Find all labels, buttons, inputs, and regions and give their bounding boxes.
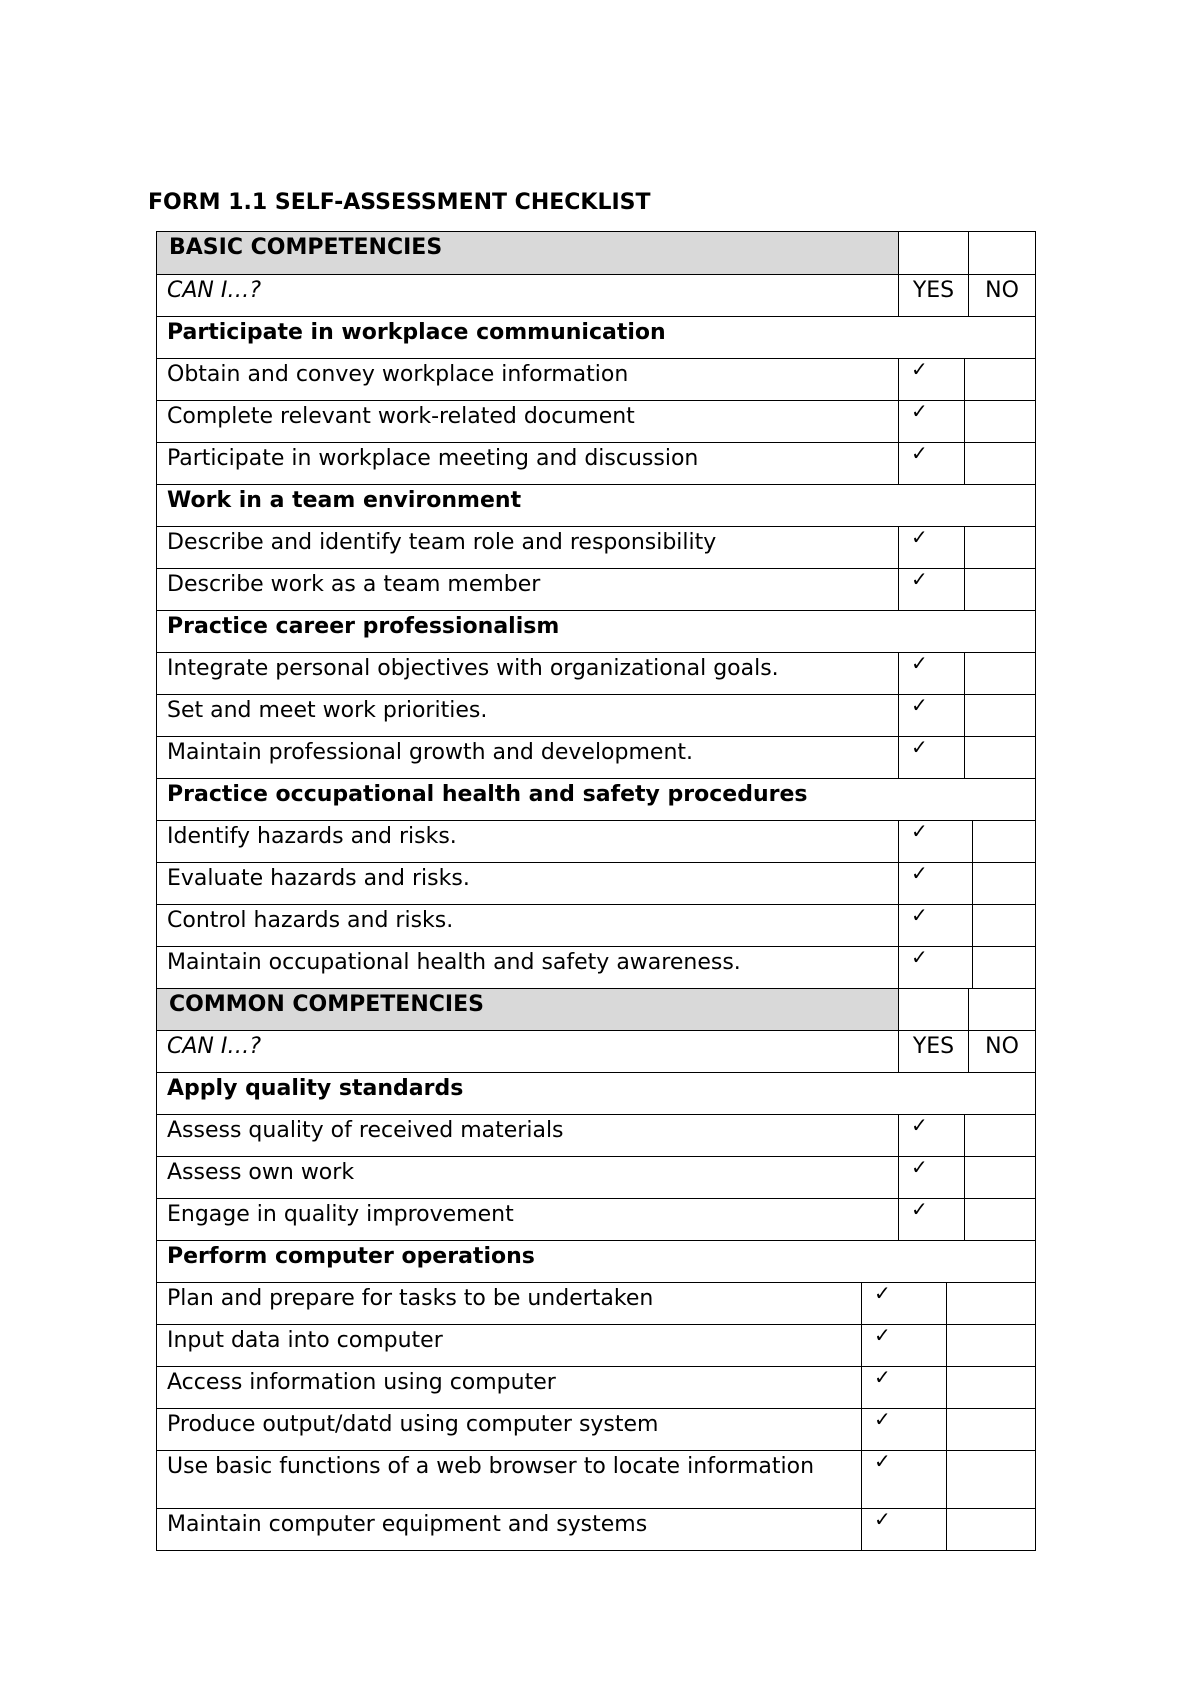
yes-check-mark[interactable]: ✓ — [898, 443, 964, 484]
yes-check-mark[interactable]: ✓ — [898, 1199, 964, 1240]
section-title: Perform computer operations — [156, 1241, 1036, 1282]
no-cell[interactable] — [964, 1157, 1036, 1198]
competency-item: Control hazards and risks. — [156, 905, 898, 946]
competency-item: Plan and prepare for tasks to be undertaken — [156, 1283, 861, 1324]
competency-item: Participate in workplace meeting and discussion — [156, 443, 898, 484]
no-cell[interactable] — [964, 569, 1036, 610]
competency-item: Maintain occupational health and safety awareness. — [156, 947, 898, 988]
no-cell[interactable] — [964, 1115, 1036, 1156]
no-cell[interactable] — [946, 1509, 1036, 1550]
no-cell[interactable] — [946, 1325, 1036, 1366]
question-label: CAN I…? — [156, 1031, 898, 1072]
no-column-blank — [968, 232, 1036, 274]
form-title: FORM 1.1 SELF-ASSESSMENT CHECKLIST — [148, 190, 651, 215]
section-title: Apply quality standards — [156, 1073, 1036, 1114]
question-label: CAN I…? — [156, 275, 898, 316]
checklist-row — [156, 1283, 1036, 1325]
checklist-row — [156, 695, 1036, 737]
no-cell[interactable] — [946, 1367, 1036, 1408]
yes-check-mark[interactable]: ✓ — [898, 359, 964, 400]
yes-column-header: YES — [898, 275, 968, 316]
competency-item: Obtain and convey workplace information — [156, 359, 898, 400]
no-cell[interactable] — [964, 737, 1036, 778]
checklist-row — [156, 443, 1036, 485]
section-heading-row — [156, 779, 1036, 821]
yes-check-mark[interactable]: ✓ — [861, 1409, 946, 1450]
checklist-row — [156, 1509, 1036, 1551]
checklist-row — [156, 737, 1036, 779]
no-column-header: NO — [968, 275, 1036, 316]
competency-item: Describe and identify team role and responsibility — [156, 527, 898, 568]
competency-item: Describe work as a team member — [156, 569, 898, 610]
no-cell[interactable] — [972, 947, 1036, 988]
yes-check-mark[interactable]: ✓ — [898, 821, 972, 862]
no-cell[interactable] — [964, 527, 1036, 568]
no-cell[interactable] — [964, 653, 1036, 694]
yes-check-mark[interactable]: ✓ — [861, 1325, 946, 1366]
section-heading-row — [156, 1241, 1036, 1283]
no-cell[interactable] — [946, 1283, 1036, 1324]
yes-check-mark[interactable]: ✓ — [898, 737, 964, 778]
yes-check-mark[interactable]: ✓ — [898, 695, 964, 736]
section-title: Practice occupational health and safety procedures — [156, 779, 1036, 820]
yes-check-mark[interactable]: ✓ — [861, 1367, 946, 1408]
section-heading-row — [156, 317, 1036, 359]
category-heading: BASIC COMPETENCIES — [156, 232, 898, 274]
no-cell[interactable] — [964, 695, 1036, 736]
competency-item: Set and meet work priorities. — [156, 695, 898, 736]
checklist-row — [156, 1115, 1036, 1157]
checklist-row — [156, 947, 1036, 989]
competency-item: Maintain professional growth and development. — [156, 737, 898, 778]
yes-check-mark[interactable]: ✓ — [861, 1451, 946, 1508]
question-row — [156, 1031, 1036, 1073]
section-heading-row — [156, 611, 1036, 653]
checklist-row — [156, 1199, 1036, 1241]
yes-column-header: YES — [898, 1031, 968, 1072]
competency-item: Use basic functions of a web browser to locate information — [156, 1451, 861, 1508]
no-column-blank — [968, 989, 1036, 1030]
competency-item: Produce output/datd using computer system — [156, 1409, 861, 1450]
competency-item: Access information using computer — [156, 1367, 861, 1408]
no-cell[interactable] — [972, 821, 1036, 862]
checklist-row — [156, 821, 1036, 863]
competency-item: Complete relevant work-related document — [156, 401, 898, 442]
competency-item: Assess own work — [156, 1157, 898, 1198]
section-heading-row — [156, 1073, 1036, 1115]
yes-check-mark[interactable]: ✓ — [898, 653, 964, 694]
competency-item: Input data into computer — [156, 1325, 861, 1366]
no-column-header: NO — [968, 1031, 1036, 1072]
no-cell[interactable] — [972, 905, 1036, 946]
checklist-row — [156, 1451, 1036, 1509]
no-cell[interactable] — [964, 401, 1036, 442]
checklist-row — [156, 1325, 1036, 1367]
yes-column-blank — [898, 989, 968, 1030]
no-cell[interactable] — [964, 443, 1036, 484]
category-header-row — [156, 231, 1036, 275]
yes-check-mark[interactable]: ✓ — [898, 1115, 964, 1156]
competency-item: Assess quality of received materials — [156, 1115, 898, 1156]
no-cell[interactable] — [946, 1409, 1036, 1450]
checklist-row — [156, 1409, 1036, 1451]
checklist-row — [156, 359, 1036, 401]
competency-item: Maintain computer equipment and systems — [156, 1509, 861, 1550]
section-heading-row — [156, 485, 1036, 527]
checklist-row — [156, 1367, 1036, 1409]
no-cell[interactable] — [964, 1199, 1036, 1240]
competency-item: Identify hazards and risks. — [156, 821, 898, 862]
yes-column-blank — [898, 232, 968, 274]
no-cell[interactable] — [964, 359, 1036, 400]
category-header-row — [156, 989, 1036, 1031]
yes-check-mark[interactable]: ✓ — [898, 863, 972, 904]
checklist-table — [156, 231, 1036, 1551]
question-row — [156, 275, 1036, 317]
section-title: Work in a team environment — [156, 485, 1036, 526]
checklist-row — [156, 1157, 1036, 1199]
competency-item: Engage in quality improvement — [156, 1199, 898, 1240]
yes-check-mark[interactable]: ✓ — [898, 947, 972, 988]
yes-check-mark[interactable]: ✓ — [861, 1283, 946, 1324]
checklist-row — [156, 905, 1036, 947]
yes-check-mark[interactable]: ✓ — [898, 569, 964, 610]
yes-check-mark[interactable]: ✓ — [898, 905, 972, 946]
checklist-row — [156, 863, 1036, 905]
section-title: Participate in workplace communication — [156, 317, 1036, 358]
checklist-row — [156, 527, 1036, 569]
yes-check-mark[interactable]: ✓ — [898, 401, 964, 442]
yes-check-mark[interactable]: ✓ — [898, 527, 964, 568]
competency-item: Integrate personal objectives with organizational goals. — [156, 653, 898, 694]
no-cell[interactable] — [972, 863, 1036, 904]
no-cell[interactable] — [946, 1451, 1036, 1508]
category-heading: COMMON COMPETENCIES — [156, 989, 898, 1030]
checklist-row — [156, 569, 1036, 611]
yes-check-mark[interactable]: ✓ — [898, 1157, 964, 1198]
yes-check-mark[interactable]: ✓ — [861, 1509, 946, 1550]
section-title: Practice career professionalism — [156, 611, 1036, 652]
checklist-row — [156, 653, 1036, 695]
competency-item: Evaluate hazards and risks. — [156, 863, 898, 904]
checklist-row — [156, 401, 1036, 443]
